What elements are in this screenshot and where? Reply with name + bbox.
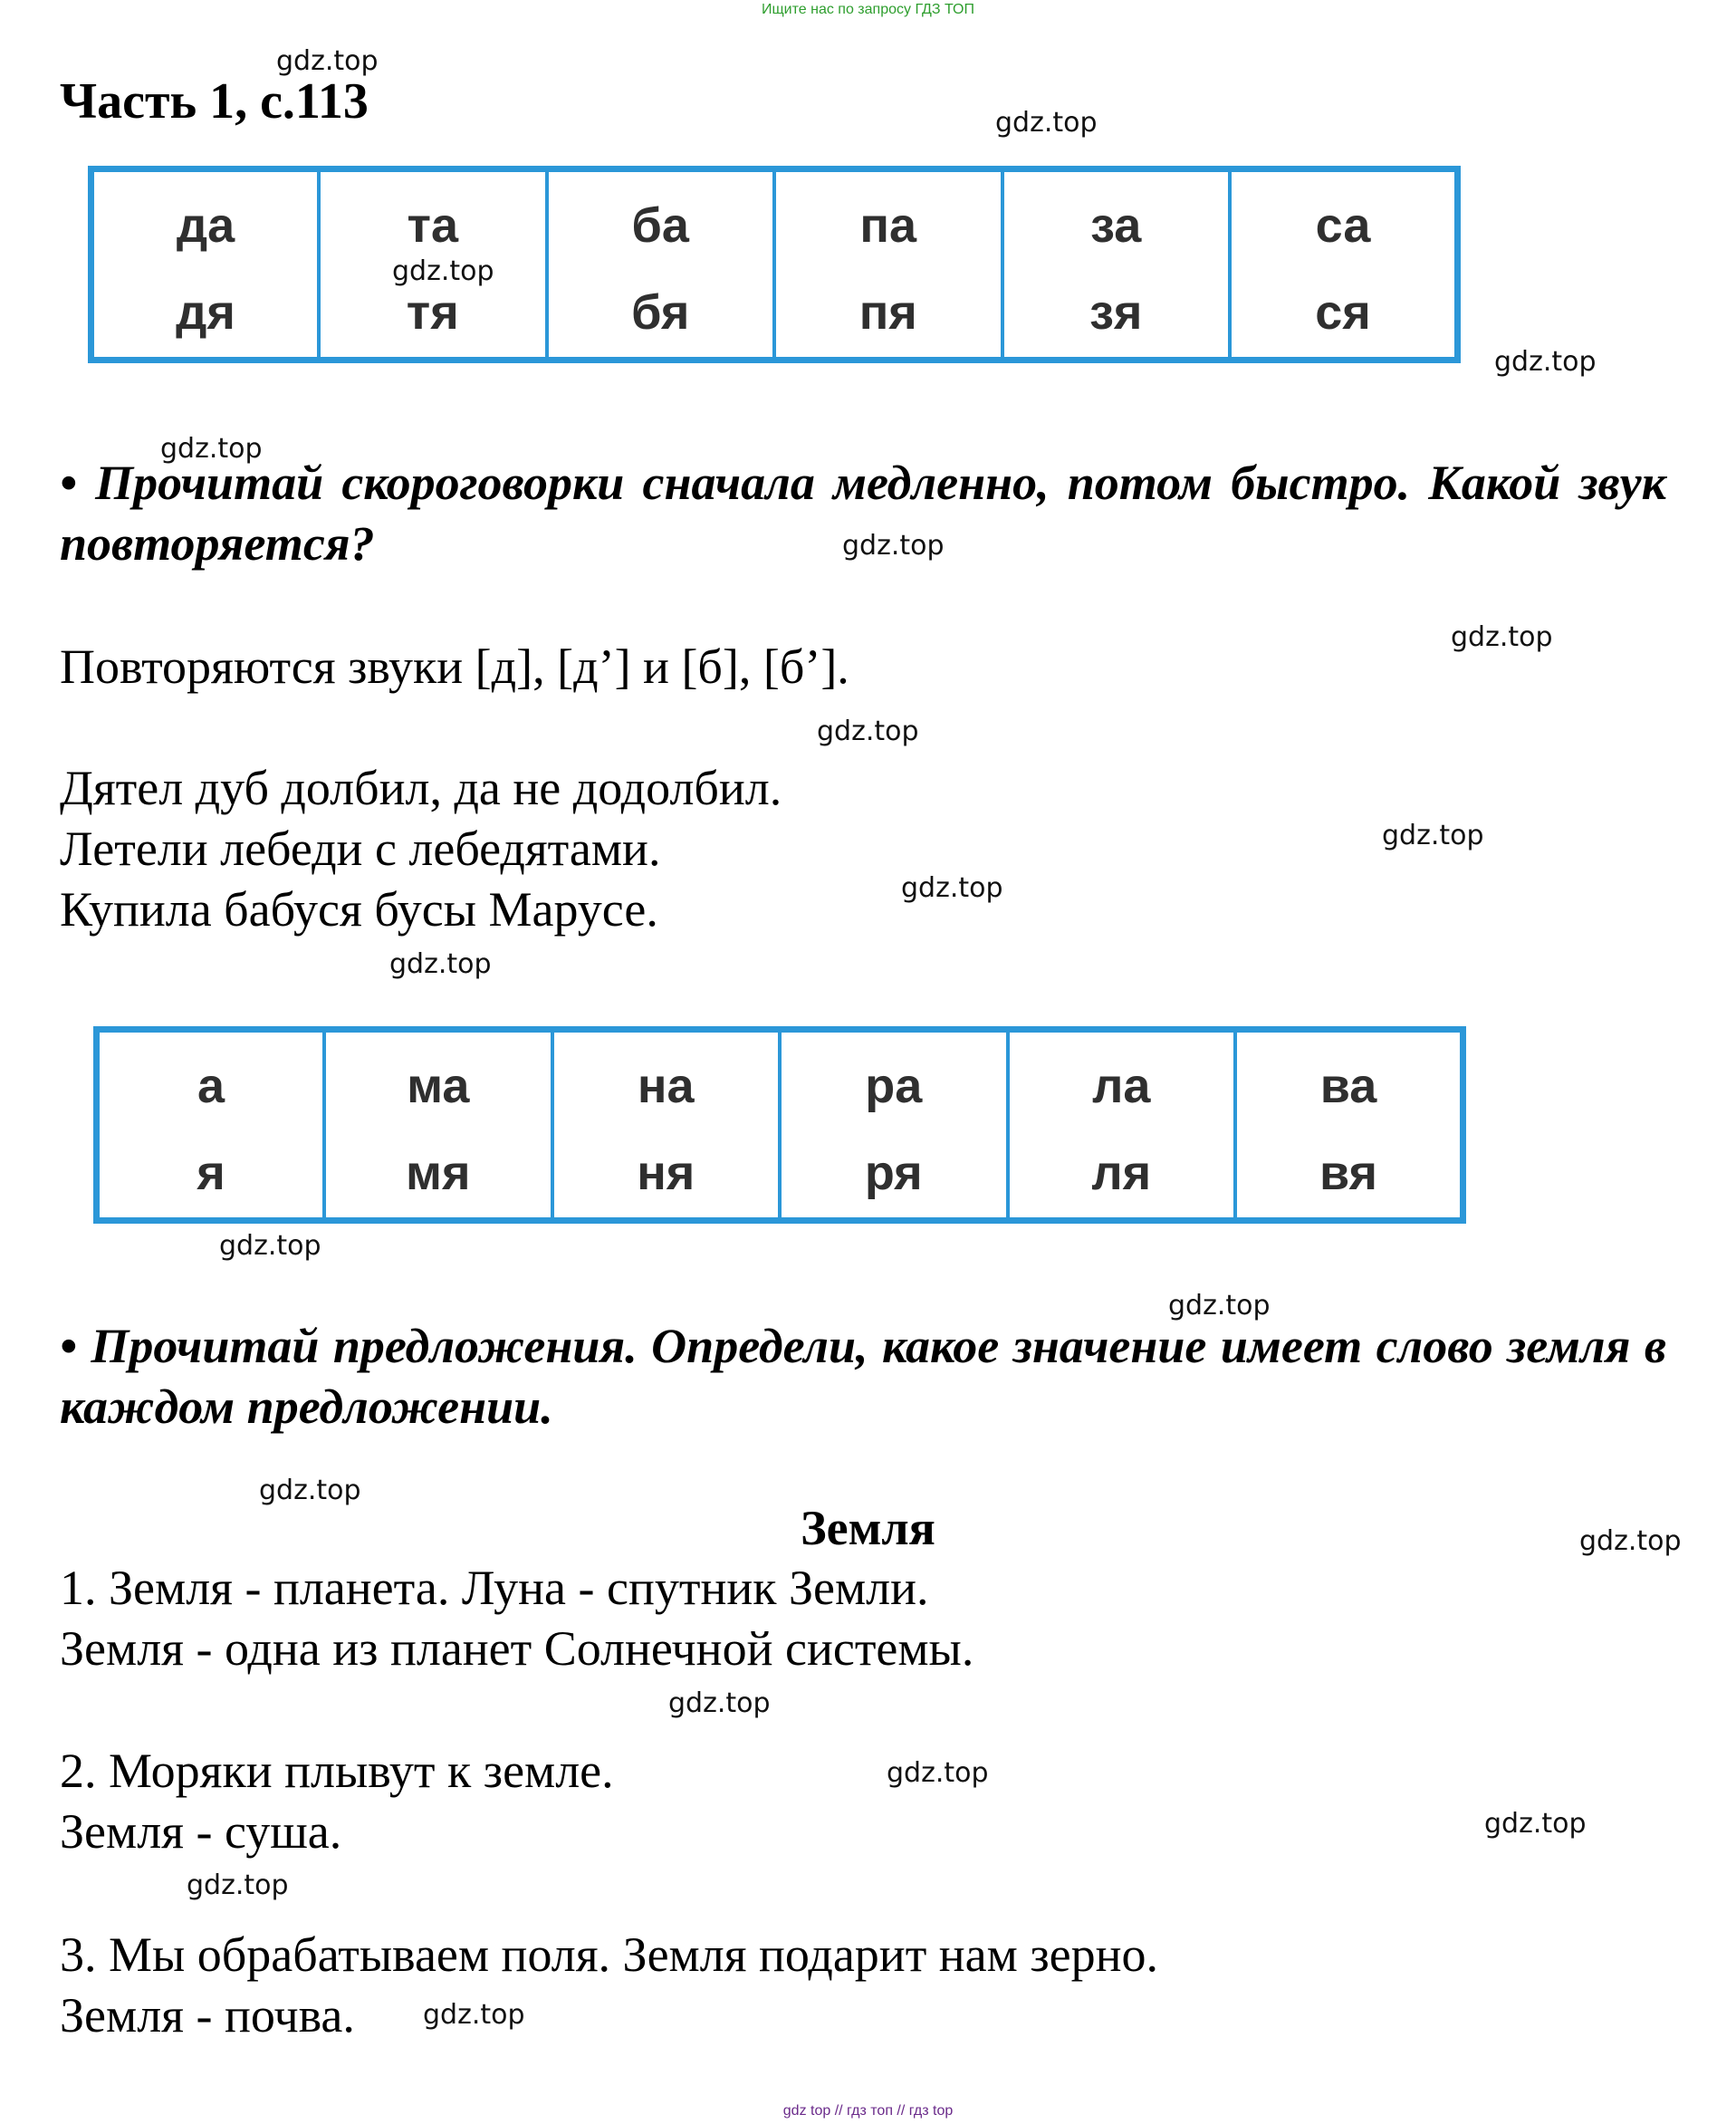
syllable: ра [865, 1059, 923, 1113]
table1-cell-6 [1230, 169, 1458, 360]
watermark: gdz.top [219, 1230, 321, 1262]
table2-cell-3 [552, 1030, 781, 1221]
watermark: gdz.top [259, 1475, 361, 1506]
table2-cell-2 [324, 1030, 552, 1221]
watermark: gdz.top [1168, 1290, 1271, 1321]
syllable: ня [637, 1146, 695, 1200]
syllable: за [1090, 198, 1142, 253]
tongue-twister-1: Дятел дуб долбил, да не додолбил. [60, 761, 782, 815]
meaning-sentence-2: 2. Моряки плывут к земле. [60, 1744, 614, 1798]
table2-cell-5 [1008, 1030, 1236, 1221]
syllable: дя [176, 285, 235, 340]
syllable: а [197, 1059, 225, 1113]
section-heading: Земля [801, 1501, 935, 1555]
syllable: зя [1089, 285, 1143, 340]
watermark: gdz.top [423, 1999, 525, 2031]
syllable-table-2 [93, 1026, 1466, 1224]
watermark: gdz.top [392, 255, 494, 287]
table2-cell-1 [97, 1030, 325, 1221]
tongue-twister-3: Купила бабуся бусы Марусе. [60, 882, 658, 937]
syllable: ба [631, 198, 689, 253]
table2-cell-6 [1235, 1030, 1463, 1221]
table1-cell-1 [91, 169, 320, 360]
watermark: gdz.top [901, 872, 1003, 904]
meaning-sentence-1: 1. Земля - планета. Луна - спутник Земли. [60, 1561, 929, 1615]
top-banner[interactable]: Ищите нас по запросу ГДЗ ТОП [762, 2, 974, 17]
table1-cell-4 [774, 169, 1002, 360]
watermark: gdz.top [817, 716, 919, 747]
meaning-definition-1: Земля - одна из планет Солнечной системы. [60, 1621, 974, 1676]
syllable-table-1 [88, 166, 1461, 363]
meaning-sentence-3: 3. Мы обрабатываем поля. Земля подарит нам зерно. [60, 1927, 1159, 1982]
task2-instruction: • Прочитай предложения. Определи, какое значение имеет слово земля в каждом предложении. [60, 1319, 1666, 1434]
tongue-twister-2: Летели лебеди с лебедятами. [60, 822, 661, 876]
watermark: gdz.top [187, 1869, 289, 1901]
watermark: gdz.top [160, 433, 263, 465]
watermark: gdz.top [1579, 1525, 1682, 1557]
syllable: бя [631, 285, 690, 340]
syllable: я [197, 1146, 225, 1200]
meaning-definition-2: Земля - суша. [60, 1804, 342, 1859]
page-title: Часть 1, с.113 [60, 73, 369, 130]
watermark: gdz.top [1494, 346, 1597, 378]
watermark: gdz.top [1451, 621, 1553, 653]
syllable: па [859, 198, 917, 253]
watermark: gdz.top [995, 107, 1098, 139]
watermark: gdz.top [389, 948, 492, 980]
watermark: gdz.top [668, 1687, 771, 1719]
bottom-banner[interactable]: gdz top // гдз топ // гдз top [782, 2103, 954, 2119]
syllable: на [637, 1059, 695, 1113]
syllable: ля [1091, 1146, 1152, 1200]
syllable: ря [864, 1146, 923, 1200]
task1-instruction: • Прочитай скороговорки сначала медленно, потом быстро. Какой звук повторяется? [60, 456, 1666, 571]
watermark: gdz.top [276, 45, 379, 77]
syllable: тя [406, 285, 459, 340]
syllable: ма [407, 1059, 470, 1113]
syllable: ла [1092, 1059, 1151, 1113]
syllable: ва [1319, 1059, 1377, 1113]
table1-cell-3 [547, 169, 775, 360]
watermark: gdz.top [887, 1757, 989, 1789]
table2-cell-4 [780, 1030, 1008, 1221]
syllable: пя [858, 285, 917, 340]
syllable: вя [1319, 1146, 1377, 1200]
table1-cell-5 [1002, 169, 1231, 360]
syllable: та [407, 198, 458, 253]
syllable: ся [1315, 285, 1371, 340]
watermark: gdz.top [1382, 820, 1484, 851]
watermark: gdz.top [1484, 1808, 1587, 1840]
syllable: са [1315, 198, 1371, 253]
watermark: gdz.top [842, 530, 945, 562]
syllable: мя [406, 1146, 471, 1200]
task1-answer: Повторяются звуки [д], [д’] и [б], [б’]. [60, 639, 849, 694]
syllable: да [176, 198, 235, 253]
meaning-definition-3: Земля - почва. [60, 1988, 355, 2042]
